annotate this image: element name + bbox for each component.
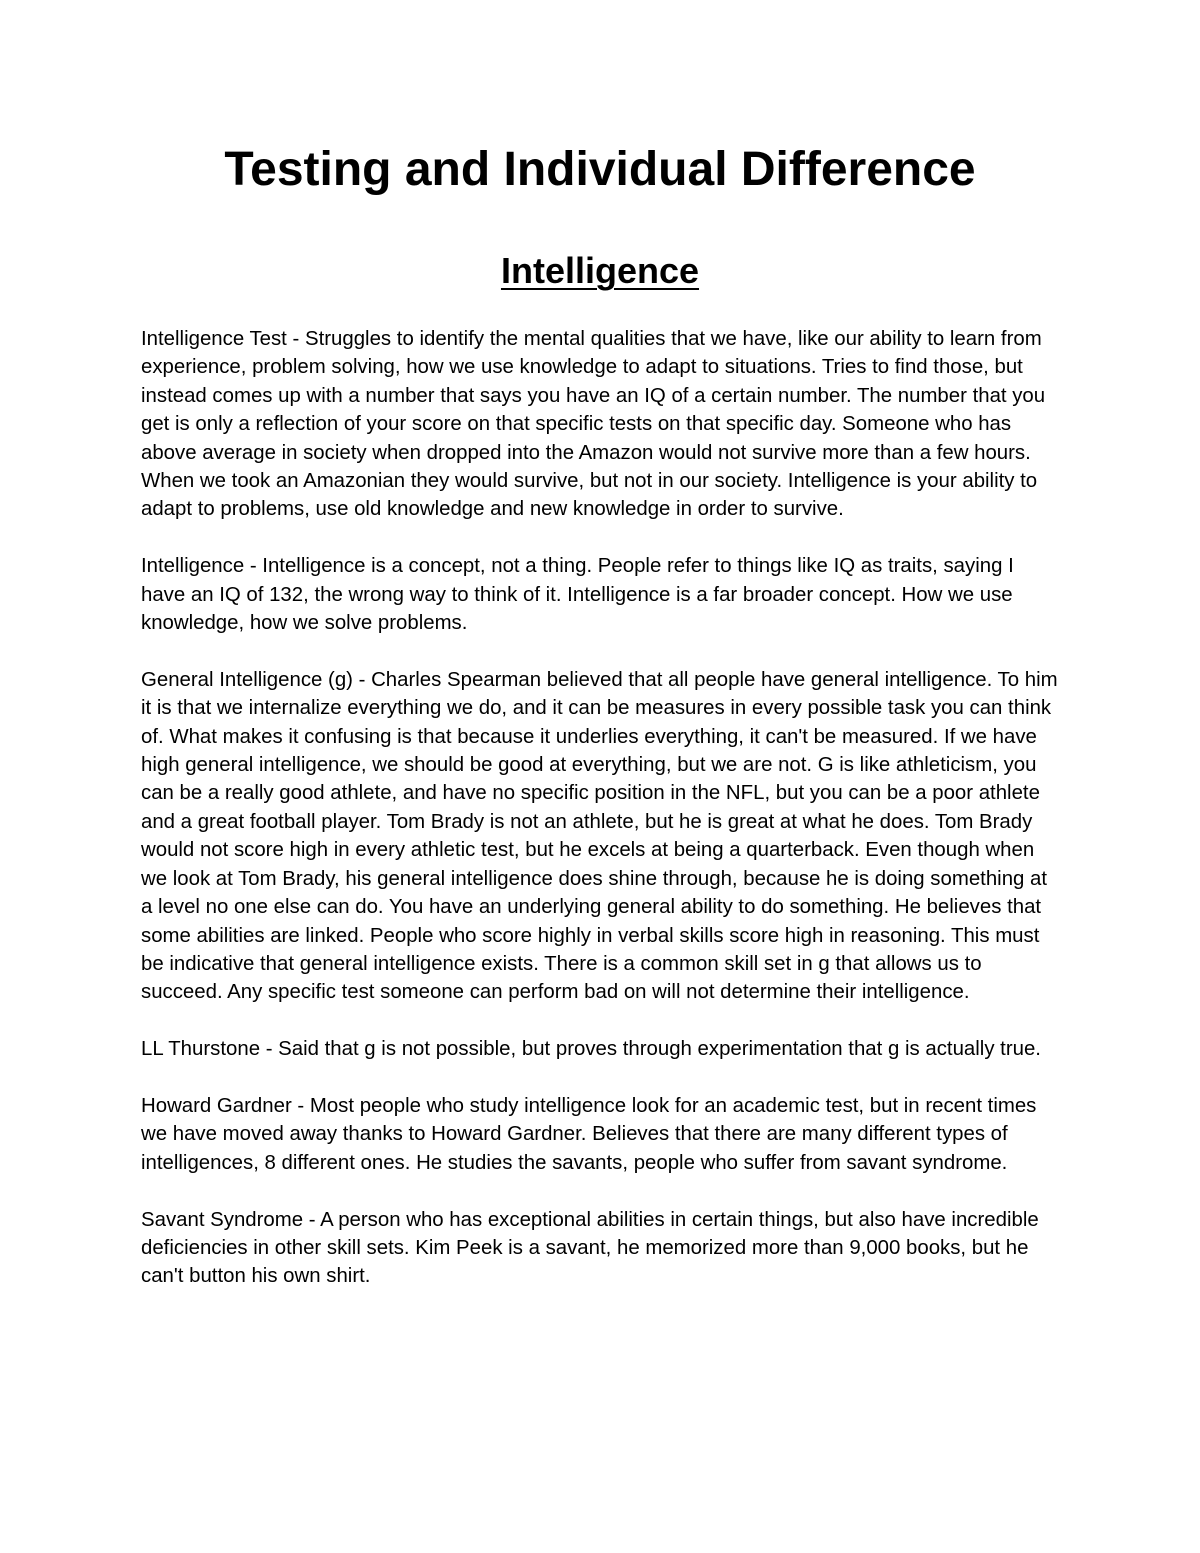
paragraph-thurstone: LL Thurstone - Said that g is not possible, but proves through experimentation that g is actually true. [141,1038,1041,1061]
paragraph-gardner: Howard Gardner - Most people who study intelligence look for an academic test, but in recent times we have moved away thanks to Howard Gardner. Believes that there are many different types of intelligences, 8 different ones. He studies the savants, people who suffer from savant syndrome. [141,1094,1037,1174]
paragraph-general-intelligence: General Intelligence (g) - Charles Spearman believed that all people have general intelligence. To him it is that we internalize everything we do, and it can be measures in every possible task you can think of. What makes it confusing is that because it underlies everything, it can't be measured. If we have high general intelligence, we should be good at everything, but we are not. G is like athleticism, you can be a really good athlete, and have no specific position in the NFL, but you can be a poor athlete and a great football player. Tom Brady is not an athlete, but he is great at what he does. Tom Brady would not score high in every athletic test, but he excels at being a quarterback. Even though when we look at Tom Brady, his general intelligence does shine through, because he is doing something at a level no one else can do. You have an underlying general ability to do something. He believes that some abilities are linked. People who score highly in verbal skills score high in reasoning. This must be indicative that general intelligence exists. There is a common skill set in g that allows us to succeed. Any specific test someone can perform bad on will not determine their intelligence. [141,668,1058,1004]
section-heading-text: Intelligence [500,250,700,291]
document-title: Testing and Individual Difference [224,143,976,196]
section-heading [0,248,1200,294]
paragraph-intelligence-test: Intelligence Test - Struggles to identify the mental qualities that we have, like our ability to learn from experience, problem solving, how we use knowledge to adapt to situations. Tries to find those, but instead comes up with a number that says you have an IQ of a certain number. The number that you get is only a reflection of your score on that specific tests on that specific day. Someone who has above average in society when dropped into the Amazon would not survive more than a few hours. When we took an Amazonian they would survive, but not in our society. Intelligence is your ability to adapt to problems, use old knowledge and new knowledge in order to survive. [141,328,1046,521]
document-body [141,325,1061,1319]
paragraph-savant-syndrome: Savant Syndrome - A person who has exceptional abilities in certain things, but also have incredible deficiencies in other skill sets. Kim Peek is a savant, he memorized more than 9,000 books, but he can't button his own shirt. [141,1208,1039,1288]
paragraph-intelligence: Intelligence - Intelligence is a concept, not a thing. People refer to things like IQ as traits, saying I have an IQ of 132, the wrong way to think of it. Intelligence is a far broader concept. How we use knowledge, how we solve problems. [141,555,1014,635]
